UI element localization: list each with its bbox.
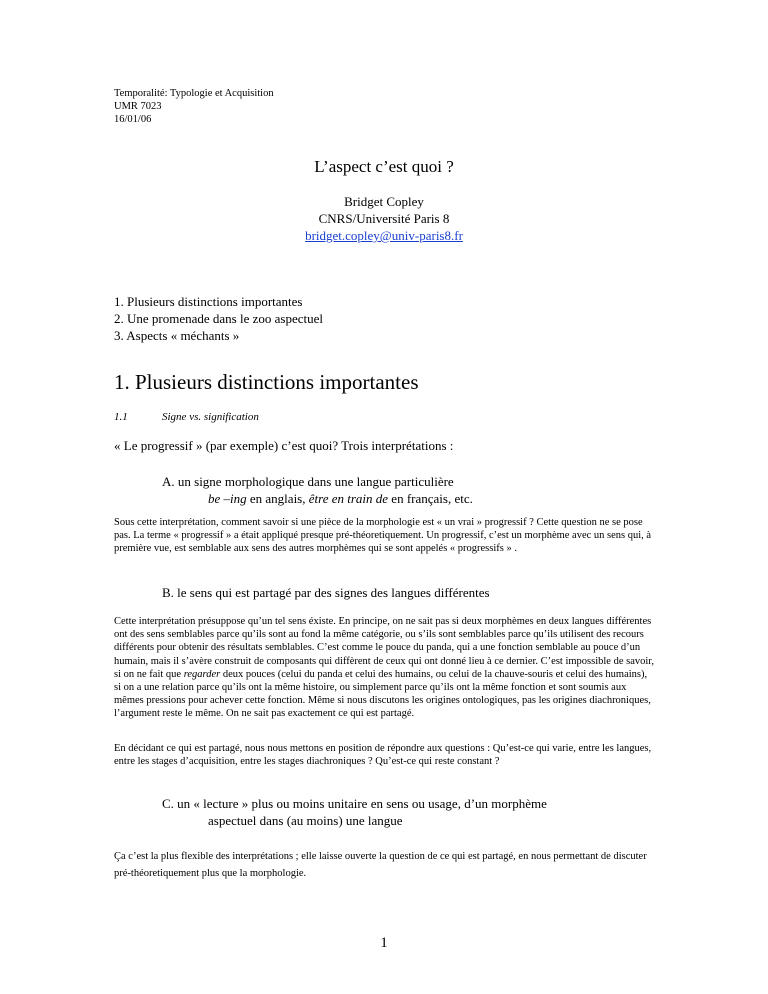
interpretation-c	[162, 795, 662, 829]
example-english: be –ing	[208, 491, 247, 506]
toc-item: 2. Une promenade dans le zoo aspectuel	[114, 311, 324, 326]
paragraph-b2: En décidant ce qui est partagé, nous nous mettons en position de répondre aux questions : Qu’est-ce qui varie, entre les langues, entre les stages d’acquisition, entre les stages diachroniques ? Qu’est-ce qui reste constant ?	[114, 743, 652, 768]
author-name: Bridget Copley	[344, 194, 424, 209]
author-affiliation: CNRS/Université Paris 8	[318, 211, 450, 226]
interpretation-a-title: A. un signe morphologique dans une langue particulière	[162, 474, 454, 489]
example-connector: en anglais,	[246, 491, 309, 506]
header-unit: UMR 7023	[114, 101, 162, 112]
paragraph-b1-text: deux pouces (celui du panda et celui des humains, ou celui de la chauve-souris et celui des humains), si on a une relation parce qu’ils ont la même histoire, ou simplement parce qu’ils ont la même fonction et sont soumis aux mêmes pressions pour achever cette fonction. Même si nous discutons les origines ontologiques, pas les origines diachroniques, l’argument reste le même. On ne sait pas exactement ce qui est partagé.	[114, 668, 651, 720]
author-block	[0, 193, 768, 244]
section-heading: 1. Plusieurs distinctions importantes	[114, 370, 419, 394]
interpretation-b: B. le sens qui est partagé par des signes des langues différentes	[162, 585, 490, 600]
page-number: 1	[380, 935, 388, 951]
interpretation-a	[162, 473, 662, 507]
subsection-heading	[114, 411, 259, 423]
toc-item: 3. Aspects « méchants »	[114, 328, 240, 343]
interpretation-c-line2: aspectuel dans (au moins) une langue	[208, 813, 403, 828]
paragraph-b1-text: Cette interprétation présuppose qu’un tel sens éxiste. En principe, on ne sait pas si deux morphèmes en deux langues différentes ont des sens semblables parce qu’ils sont au fond la même catégorie, ou s’ils sont semblables parce qu’ils utilisent des recours différents pour obtenir des résultats semblables. C’est comme le pouce du panda, qui a une fonction semblable au pouce d’un humain, mais il s’avère construit de composants qui diffèrent de ceux qui ont donné lieu à ce dernier. C’est impossible de savoir, si on ne fait que	[114, 616, 654, 680]
header-date: 16/01/06	[114, 114, 152, 125]
subsection-number: 1.1	[114, 411, 128, 423]
interpretation-c-line1: C. un « lecture » plus ou moins unitaire en sens ou usage, d’un morphème	[162, 796, 547, 811]
author-email-link[interactable]: bridget.copley@univ-paris8.fr	[305, 228, 463, 243]
lead-sentence: « Le progressif » (par exemple) c’est quoi? Trois interprétations :	[114, 438, 454, 453]
interpretation-a-examples	[162, 490, 662, 507]
example-french: être en train de	[308, 491, 389, 506]
header-project: Temporalité: Typologie et Acquisition	[114, 88, 274, 99]
subsection-title: Signe vs. signification	[162, 411, 259, 423]
paragraph-b1-emphasis: regarder	[183, 668, 221, 680]
example-connector: en français, etc.	[388, 491, 473, 506]
paragraph-b1	[114, 615, 654, 721]
paragraph-c: Ça c’est la plus flexible des interprétations ; elle laisse ouverte la question de ce qui est partagé, en nous permettant de discuter pré-théoretiquement plus que la morphologie.	[114, 851, 647, 879]
paragraph-a: Sous cette interprétation, comment savoir si une pièce de la morphologie est « un vrai » progressif ? Cette question ne se pose pas. La terme « progressif » a était appliqué presque pré-théoretiquement. Un progressif, c’est un morphème avec un sens qui, à première vue, est semblable aux sens des autres morphèmes qui se sont appelés « progressifs » .	[114, 517, 652, 555]
document-header	[114, 87, 274, 126]
document-title: L’aspect c’est quoi ?	[314, 157, 454, 176]
toc-item: 1. Plusieurs distinctions importantes	[114, 294, 303, 309]
table-of-contents	[114, 293, 323, 344]
